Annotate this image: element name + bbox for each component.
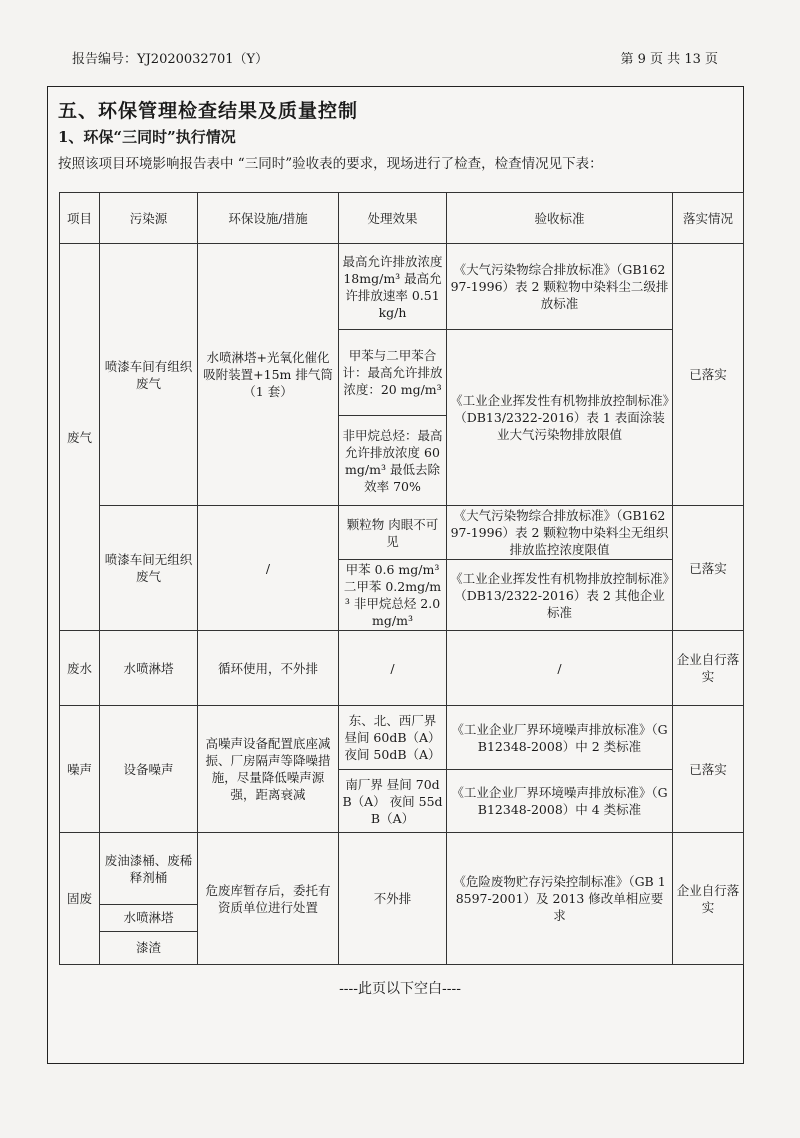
blank-page-note: ----此页以下空白---- <box>339 981 461 997</box>
table-row <box>60 631 744 706</box>
status-cell: 已落实 <box>673 244 744 506</box>
status-cell: 已落实 <box>673 706 744 833</box>
standard-cell: 《大气污染物综合排放标准》（GB16297-1996）表 2 颗粒物中染料尘二级排放标准 <box>447 244 673 330</box>
three-simultaneity-table <box>59 192 744 965</box>
page-number: 第 9 页 共 13 页 <box>620 52 718 67</box>
standard-cell: 《工业企业厂界环境噪声排放标准》（GB12348-2008）中 4 类标准 <box>447 770 673 833</box>
standard-cell: / <box>447 631 673 706</box>
table-row <box>60 506 744 560</box>
source-cell: 废油漆桶、废稀释剂桶 <box>100 833 198 905</box>
effect-cell: 最高允许排放浓度 18mg/m³ 最高允许排放速率 0.51kg/h <box>339 244 447 330</box>
effect-cell: 甲苯与二甲苯合计：最高允许排放浓度：20 mg/m³ <box>339 330 447 416</box>
col-header-effect: 处理效果 <box>339 193 447 244</box>
source-cell: 喷漆车间有组织废气 <box>100 244 198 506</box>
item-cell: 废气 <box>60 244 100 631</box>
col-header-source: 污染源 <box>100 193 198 244</box>
facility-cell: 循环使用，不外排 <box>198 631 339 706</box>
col-header-facility: 环保设施/措施 <box>198 193 339 244</box>
status-cell: 企业自行落实 <box>673 833 744 965</box>
effect-cell: 甲苯 0.6 mg/m³ 二甲苯 0.2mg/m³ 非甲烷总烃 2.0 mg/m³ <box>339 560 447 631</box>
status-cell: 已落实 <box>673 506 744 631</box>
col-header-item: 项目 <box>60 193 100 244</box>
facility-cell: / <box>198 506 339 631</box>
col-header-status: 落实情况 <box>673 193 744 244</box>
item-cell: 废水 <box>60 631 100 706</box>
effect-cell: 颗粒物 肉眼不可见 <box>339 506 447 560</box>
source-subcell: 漆渣 <box>135 940 161 955</box>
source-cell: 水喷淋塔 <box>100 631 198 706</box>
source-subcell: 水喷淋塔 <box>100 905 197 932</box>
standard-cell: 《危险废物贮存污染控制标准》（GB 18597-2001）及 2013 修改单相应要求 <box>447 833 673 965</box>
item-cell: 噪声 <box>60 706 100 833</box>
standard-cell: 《工业企业厂界环境噪声排放标准》（GB12348-2008）中 2 类标准 <box>447 706 673 770</box>
table-row <box>60 706 744 770</box>
effect-cell: 南厂界 昼间 70dB（A） 夜间 55dB（A） <box>339 770 447 833</box>
col-header-standard: 验收标准 <box>447 193 673 244</box>
table-row <box>60 244 744 330</box>
effect-cell: / <box>339 631 447 706</box>
facility-cell: 水喷淋塔+光氧化催化吸附装置+15m 排气筒（1 套） <box>198 244 339 506</box>
effect-cell: 东、北、西厂界 昼间 60dB（A） 夜间 50dB（A） <box>339 706 447 770</box>
section-title: 五、环保管理检查结果及质量控制 <box>58 100 359 122</box>
effect-cell: 非甲烷总烃：最高允许排放浓度 60 mg/m³ 最低去除效率 70% <box>339 416 447 506</box>
subsection-title: 1、环保“三同时”执行情况 <box>58 128 236 146</box>
table-row <box>60 833 744 905</box>
source-cell: 喷漆车间无组织废气 <box>100 506 198 631</box>
item-cell: 固废 <box>60 833 100 965</box>
standard-cell: 《工业企业挥发性有机物排放控制标准》（DB13/2322-2016）表 1 表面涂装业大气污染物排放限值 <box>447 330 673 506</box>
report-number: 报告编号：YJ2020032701（Y） <box>72 52 269 67</box>
effect-cell: 不外排 <box>339 833 447 965</box>
standard-cell: 《工业企业挥发性有机物排放控制标准》（DB13/2322-2016）表 2 其他企业标准 <box>447 560 673 631</box>
intro-text: 按照该项目环境影响报告表中 “三同时”验收表的要求，现场进行了检查，检查情况见下表： <box>58 156 603 172</box>
facility-cell: 高噪声设备配置底座减振、厂房隔声等降噪措施，尽量降低噪声源强，距离衰减 <box>198 706 339 833</box>
facility-cell: 危废库暂存后，委托有资质单位进行处置 <box>198 833 339 965</box>
status-cell: 企业自行落实 <box>673 631 744 706</box>
table-header-row <box>60 193 744 244</box>
source-cell: 设备噪声 <box>100 706 198 833</box>
source-cell <box>100 905 198 965</box>
standard-cell: 《大气污染物综合排放标准》（GB16297-1996）表 2 颗粒物中染料尘无组织排放监控浓度限值 <box>447 506 673 560</box>
